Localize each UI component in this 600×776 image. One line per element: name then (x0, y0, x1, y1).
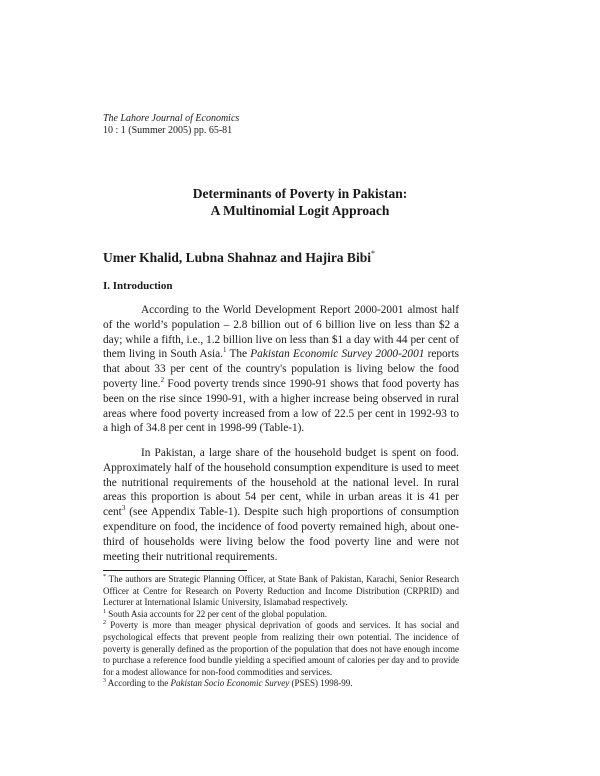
footnote-text: Poverty is more than meager physical deprivation of goods and services. It has social and psychological effects that prevent people from realizing their own potential. The incidence of poverty is generally defined as the proportion of the population that does not have enough income to purchase a reference food bundle yielding a specified amount of calories per day and to provide for a modest allowance for non-food commodities and services. (103, 620, 459, 677)
footnote-separator (103, 570, 247, 571)
footnote-1 (103, 609, 459, 621)
body-paragraph-1 (103, 303, 459, 436)
footnote-authors (103, 574, 459, 609)
author-footnote-mark: * (370, 249, 375, 258)
paragraph-1-text-a: According to the World Development Report 2000-2001 almost half of the world’s population – 2.8 billion out of 6 billion live on less than $2 a day; while a fifth, i.e., 1.2 billion live on less than $1 a day with 44 per cent of them living in South Asia. (103, 304, 459, 361)
paragraph-1-text-c: reports that about 33 per cent of the country's population is living below the food poverty line. (103, 348, 459, 390)
footnote-2 (103, 620, 459, 678)
footnote-ref-1: 1 (222, 346, 227, 355)
footnotes (103, 574, 459, 690)
footnote-ref-2: 2 (160, 375, 165, 384)
journal-name: The Lahore Journal of Economics (103, 113, 240, 124)
paragraph-1-text-d: Food poverty trends since 1990-91 shows that food poverty has been on the rise since 1990-91, with a higher increase being observed in rural areas where food poverty increased from a low of 22.5 per cent in 1992-93 to a high of 34.8 per cent in 1998-99 (Table-1). (103, 377, 459, 435)
footnote-mark: * (103, 574, 106, 580)
footnote-text: The authors are Strategic Planning Officer, at State Bank of Pakistan, Karachi, Senior Research Officer at Centre for Research on Poverty Reduction and Income Distribution (CRPRID) and Lecturer at International Islamic University, Islamabad respectively. (103, 574, 459, 608)
body-paragraph-2 (103, 446, 459, 564)
author-names: Umer Khalid, Lubna Shahnaz and Hajira Bibi (103, 250, 371, 265)
footnote-italic: Pakistan Socio Economic Survey (170, 678, 290, 689)
paper-title-line-1: Determinants of Poverty in Pakistan: (192, 186, 408, 201)
paragraph-1-text-b: The (226, 348, 251, 361)
footnote-mark: 3 (103, 678, 106, 685)
footnote-text: South Asia accounts for 22 per cent of the global population. (106, 608, 327, 619)
paper-title (103, 185, 497, 219)
footnote-mark: 1 (103, 608, 106, 615)
paragraph-2-text-b: (see Appendix Table-1). Despite such high proportions of consumption expenditure on food, the incidence of food poverty remained high, about one-third of households were living below the food poverty line and were not meeting their nutritional requirements. (103, 506, 459, 563)
paragraph-2-text-a: In Pakistan, a large share of the household budget is spent on food. Approximately half of the household consumption expenditure is used to meet the nutritional requirements of the household at the national level. In rural areas this proportion is about 54 per cent, while in urban areas it is 41 per cent (103, 447, 459, 519)
author-list (103, 245, 375, 266)
footnote-text: According to the (106, 678, 171, 689)
survey-title-italic: Pakistan Economic Survey 2000-2001 (250, 348, 425, 361)
footnote-ref-3: 3 (121, 504, 126, 513)
paper-title-line-2: A Multinomial Logit Approach (210, 203, 390, 218)
footnote-3 (103, 678, 459, 690)
journal-issue: 10 : 1 (Summer 2005) pp. 65-81 (103, 125, 233, 136)
footnote-mark: 2 (103, 620, 106, 627)
section-heading: I. Introduction (103, 280, 173, 292)
footnote-text: (PSES) 1998-99. (289, 678, 353, 689)
